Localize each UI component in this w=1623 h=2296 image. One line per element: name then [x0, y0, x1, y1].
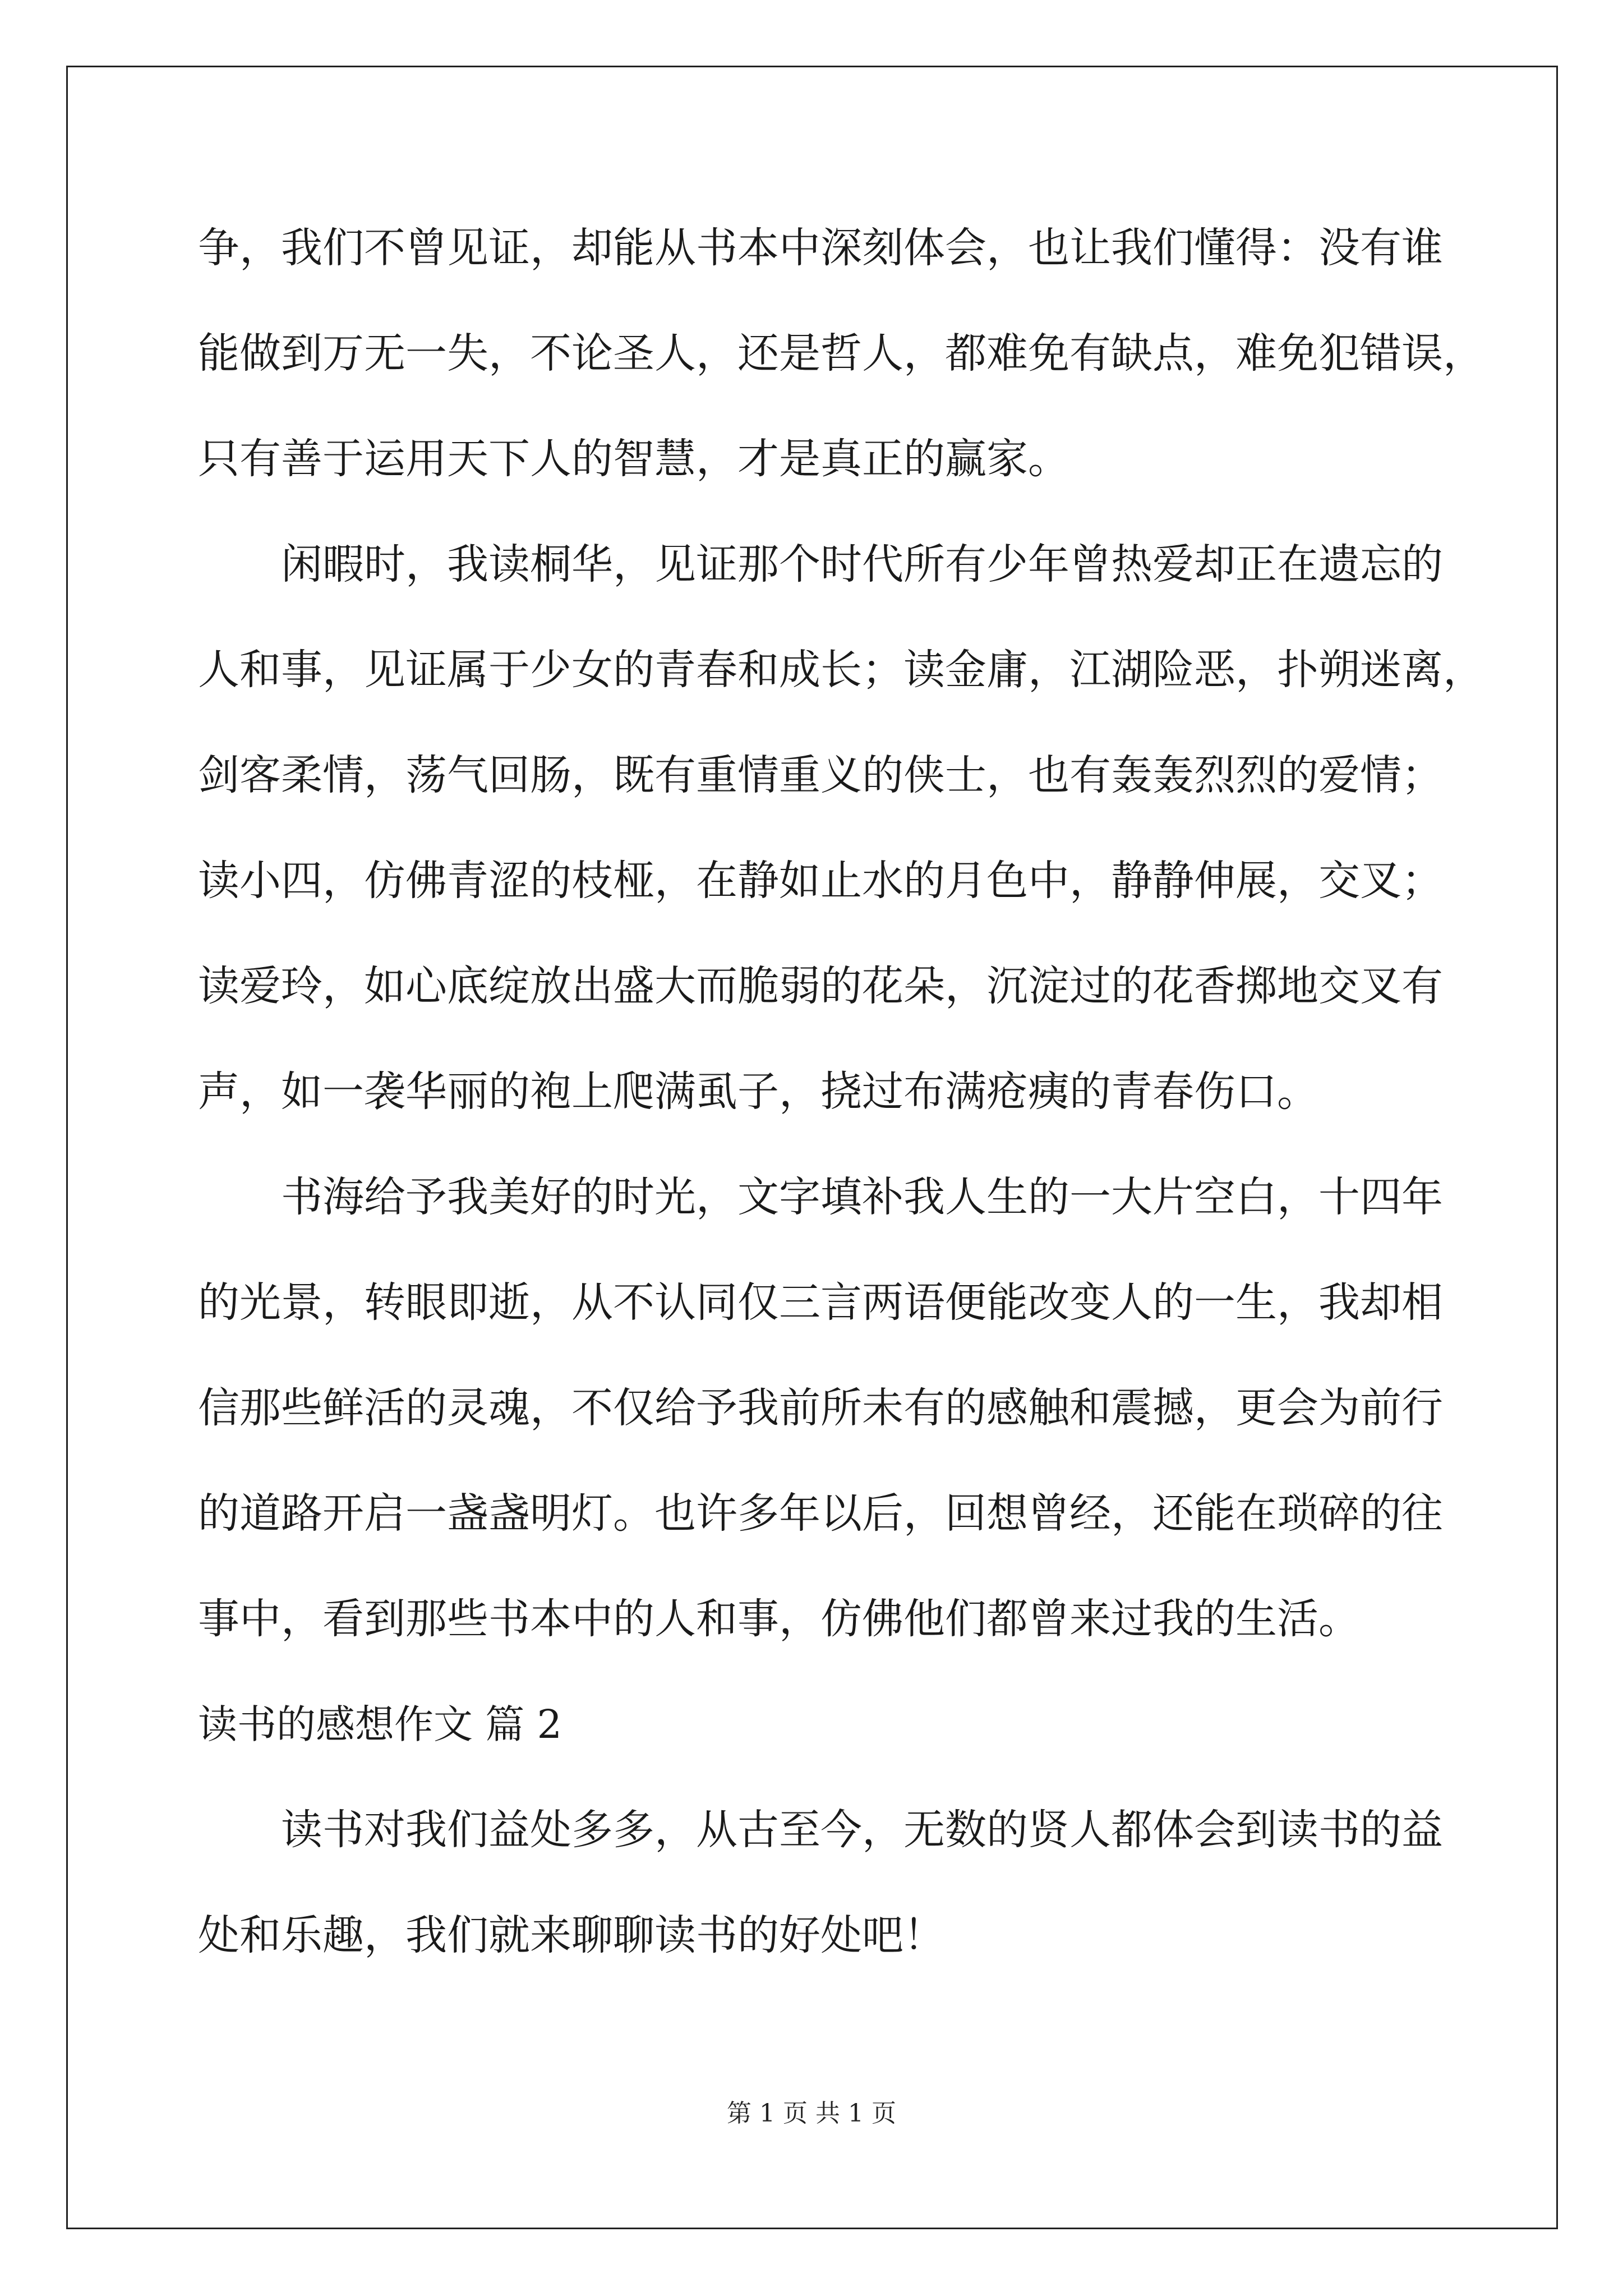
paragraph-3-line-3: 信那些鲜活的灵魂，不仅给予我前所未有的感触和震撼，更会为前行: [198, 1384, 1443, 1432]
paragraph-2-line-2: 人和事，见证属于少女的青春和成长；读金庸，江湖险恶，扑朔迷离，: [198, 646, 1484, 694]
section-2-paragraph-line-1: 读书对我们益处多多，从古至今，无数的贤人都体会到读书的益: [281, 1806, 1443, 1854]
paragraph-2-line-6: 声，如一袭华丽的袍上爬满虱子，挠过布满疮痍的青春伤口。: [198, 1068, 1318, 1116]
page-border: [66, 66, 1558, 2229]
section-heading: 读书的感想作文 篇 2: [198, 1701, 562, 1747]
paragraph-1-line-1: 争，我们不曾见证，却能从书本中深刻体会，也让我们懂得：没有谁: [198, 224, 1443, 272]
paragraph-2-line-3: 剑客柔情，荡气回肠，既有重情重义的侠士，也有轰轰烈烈的爱情；: [198, 751, 1443, 799]
paragraph-3-line-4: 的道路开启一盏盏明灯。也许多年以后，回想曾经，还能在琐碎的往: [198, 1489, 1443, 1538]
paragraph-2-line-4: 读小四，仿佛青涩的枝桠，在静如止水的月色中，静静伸展，交叉；: [198, 857, 1443, 905]
paragraph-3-line-2: 的光景，转眼即逝，从不认同仅三言两语便能改变人的一生，我却相: [198, 1278, 1443, 1327]
page-number-footer: 第 1 页 共 1 页: [727, 2099, 896, 2128]
paragraph-3-line-1: 书海给予我美好的时光，文字填补我人生的一大片空白，十四年: [281, 1173, 1443, 1221]
paragraph-2-line-5: 读爱玲，如心底绽放出盛大而脆弱的花朵，沉淀过的花香掷地交叉有: [198, 962, 1443, 1010]
paragraph-3-line-5: 事中，看到那些书本中的人和事，仿佛他们都曾来过我的生活。: [198, 1595, 1360, 1643]
section-2-paragraph-line-2: 处和乐趣，我们就来聊聊读书的好处吧！: [198, 1911, 945, 1959]
paragraph-1-line-3: 只有善于运用天下人的智慧，才是真正的赢家。: [198, 435, 1069, 483]
paragraph-2-line-1: 闲暇时，我读桐华，见证那个时代所有少年曾热爱却正在遗忘的: [281, 540, 1443, 588]
paragraph-1-line-2: 能做到万无一失，不论圣人，还是哲人，都难免有缺点，难免犯错误，: [198, 329, 1484, 378]
